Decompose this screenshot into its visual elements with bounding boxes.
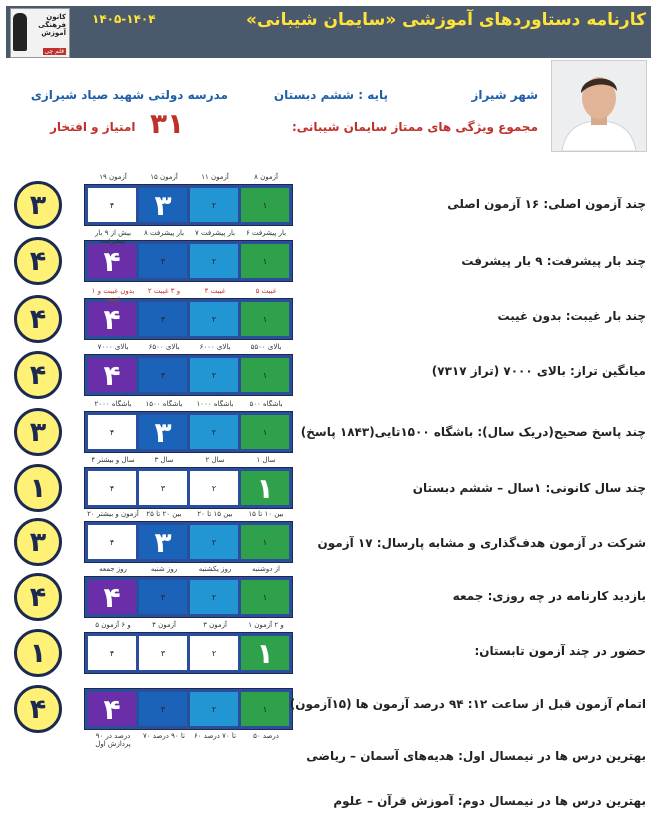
score-medal: ۳ <box>14 181 62 229</box>
level-cell-3: ۳ <box>139 692 187 726</box>
grade-label: پایه : ششم دبستان <box>273 88 388 102</box>
level-label: ۴ آزمون <box>152 621 176 629</box>
level-cell-2: ۲ <box>190 302 238 336</box>
level-cell-4: ۴ <box>88 580 136 614</box>
level-bar <box>84 576 293 618</box>
level-cell-1: ۱ <box>241 692 289 726</box>
level-cell-2: ۲ <box>190 471 238 505</box>
level-cell-4: ۴ <box>88 525 136 559</box>
level-cell-2: ۲ <box>190 188 238 222</box>
score-medal: ۴ <box>14 237 62 285</box>
level-label: بالای ۶۰۰۰ <box>199 343 231 351</box>
level-label: بین ۲۰ تا ۲۵ <box>146 510 182 518</box>
level-label: باشگاه ۱۰۰۰ <box>196 400 234 408</box>
level-cell-3: ۳ <box>139 471 187 505</box>
level-cell-1: ۱ <box>241 188 289 222</box>
level-cell-2: ۲ <box>190 415 238 449</box>
level-label: ۱۹ آزمون <box>99 173 127 181</box>
level-label: روز جمعه <box>99 565 127 573</box>
level-label: ۲۰ آزمون و بیشتر <box>87 510 139 518</box>
level-cell-2: ۲ <box>190 636 238 670</box>
level-label: ۱ و ۲ آزمون <box>248 621 284 629</box>
level-cell-1: ۱ <box>241 636 289 670</box>
level-label: ۱۵ آزمون <box>150 173 178 181</box>
level-label: باشگاه ۲۰۰۰ <box>94 400 132 408</box>
score-medal: ۳ <box>14 518 62 566</box>
total-label: مجموع ویژگی های ممتاز سایمان شیبانی: <box>291 120 538 134</box>
level-label: ۷۰ تا ۹۰ درصد <box>143 732 185 740</box>
level-cell-3: ۳ <box>139 525 187 559</box>
level-label: ۲ و ۳ غیبت <box>147 287 181 295</box>
question-text: چند سال کانونی: ۱سال – ششم دبستان <box>412 481 646 495</box>
level-label: بالای ۵۵۰۰ <box>250 343 282 351</box>
level-cell-4: ۴ <box>88 471 136 505</box>
level-cell-1: ۱ <box>241 415 289 449</box>
level-label: ۴ سال و بیشتر <box>91 456 135 464</box>
level-cell-4: ۴ <box>88 692 136 726</box>
level-bar <box>84 298 293 340</box>
score-medal: ۴ <box>14 573 62 621</box>
question-text: چند بار غیبت: بدون غیبت <box>497 309 646 323</box>
level-label: ۲ سال <box>205 456 225 464</box>
level-label: بین ۱۵ تا ۲۰ <box>197 510 233 518</box>
level-cell-3: ۳ <box>139 188 187 222</box>
level-cell-3: ۳ <box>139 302 187 336</box>
level-label: روز یکشنبه <box>198 565 232 573</box>
level-bar <box>84 467 293 509</box>
kanoon-logo <box>10 8 70 58</box>
level-cell-2: ۲ <box>190 358 238 392</box>
score-medal: ۴ <box>14 351 62 399</box>
teacher-figure-icon <box>13 13 27 51</box>
level-label: باشگاه ۵۰۰ <box>249 400 283 408</box>
level-label: ۳ آزمون <box>203 621 227 629</box>
level-bar <box>84 184 293 226</box>
level-label: ۴ غیبت <box>204 287 226 295</box>
level-cell-4: ۴ <box>88 188 136 222</box>
score-medal: ۳ <box>14 408 62 456</box>
total-value: ۳۱ <box>150 107 185 140</box>
level-label: باشگاه ۱۵۰۰ <box>145 400 183 408</box>
level-label: ۱ سال <box>256 456 276 464</box>
level-cell-4: ۴ <box>88 302 136 336</box>
level-cell-4: ۴ <box>88 358 136 392</box>
level-label: ۹۰ درصد در پردازش اول <box>95 732 131 748</box>
student-photo <box>551 60 647 152</box>
question-text: چند بار پیشرفت: ۹ بار پیشرفت <box>461 254 646 268</box>
level-label: روز شنبه <box>150 565 178 573</box>
level-label: بالای ۷۰۰۰ <box>97 343 129 351</box>
logo-tag: قلم چی <box>44 48 64 55</box>
level-label: ۵ غیبت <box>255 287 277 295</box>
score-medal: ۱ <box>14 464 62 512</box>
level-label: ۱۱ آزمون <box>201 173 229 181</box>
level-cell-4: ۴ <box>88 415 136 449</box>
level-cell-3: ۳ <box>139 580 187 614</box>
question-text: شرکت در آزمون هدف‌گذاری و مشابه پارسال: ۱۷ آزمون <box>317 536 646 550</box>
question-text: بازدید کارنامه در چه روزی: جمعه <box>452 589 646 603</box>
level-cell-3: ۳ <box>139 415 187 449</box>
level-cell-2: ۲ <box>190 580 238 614</box>
score-medal: ۱ <box>14 629 62 677</box>
level-bar <box>84 240 293 282</box>
score-medal: ۴ <box>14 295 62 343</box>
question-text: میانگین تراز: بالای ۷۰۰۰ (تراز ۷۳۱۷) <box>431 364 646 378</box>
level-cell-1: ۱ <box>241 302 289 336</box>
level-label: ۶۰ تا ۷۰ درصد <box>194 732 236 740</box>
best-first-half: بهترین درس ها در نیمسال اول: هدیه‌های آسمان – ریاضی <box>306 749 646 763</box>
level-cell-3: ۳ <box>139 358 187 392</box>
level-cell-1: ۱ <box>241 580 289 614</box>
question-text: چند آزمون اصلی: ۱۶ آزمون اصلی <box>447 197 646 211</box>
level-bar <box>84 632 293 674</box>
level-label: ۶ بار پیشرفت <box>245 229 287 237</box>
page-title: کارنامه دستاوردهای آموزشی «سایمان شیبانی» <box>246 10 646 30</box>
level-label: از دوشنبه <box>252 565 280 573</box>
level-cell-3: ۳ <box>139 636 187 670</box>
year-range: ۱۴۰۵-۱۴۰۴ <box>92 12 156 26</box>
level-cell-2: ۲ <box>190 692 238 726</box>
question-text: حضور در چند آزمون تابستان: <box>474 644 646 658</box>
level-cell-1: ۱ <box>241 358 289 392</box>
logo-text: کانون فرهنگی آموزش <box>38 13 66 37</box>
question-text: چند پاسخ صحیح(دریک سال): باشگاه ۱۵۰۰تایی(۱۸۴۳ پاسخ) <box>300 425 646 439</box>
level-cell-3: ۳ <box>139 244 187 278</box>
level-bar <box>84 411 293 453</box>
score-medal: ۴ <box>14 685 62 733</box>
city-label: شهر شیراز <box>471 88 538 102</box>
level-cell-1: ۱ <box>241 525 289 559</box>
level-bar <box>84 354 293 396</box>
level-cell-1: ۱ <box>241 471 289 505</box>
level-label: بالای ۶۵۰۰ <box>148 343 180 351</box>
level-bar <box>84 688 293 730</box>
level-label: ۵ و ۶ آزمون <box>95 621 131 629</box>
level-label: ۵۰ درصد <box>253 732 279 740</box>
level-label: ۸ بار پیشرفت <box>143 229 185 237</box>
level-label: بیش از ۹ بار پیشرفت <box>94 229 132 245</box>
level-cell-1: ۱ <box>241 244 289 278</box>
level-label: ۸ آزمون <box>254 173 278 181</box>
level-label: ۷ بار پیشرفت <box>194 229 236 237</box>
question-text: اتمام آزمون قبل از ساعت ۱۲: ۹۴ درصد آزمون ها (۱۵آزمون) <box>289 697 646 711</box>
level-label: بدون غیبت و ۱ غیبت <box>91 287 135 303</box>
level-label: بین ۱۰ تا ۱۵ <box>248 510 284 518</box>
level-cell-2: ۲ <box>190 244 238 278</box>
level-label: ۳ سال <box>154 456 174 464</box>
level-cell-4: ۴ <box>88 636 136 670</box>
level-bar <box>84 521 293 563</box>
level-cell-4: ۴ <box>88 244 136 278</box>
school-label: مدرسه دولتی شهید صیاد شیرازی <box>30 88 228 102</box>
level-cell-2: ۲ <box>190 525 238 559</box>
points-label: امتیاز و افتخار <box>50 120 136 134</box>
best-second-half: بهترین درس ها در نیمسال دوم: آموزش قرآن – علوم <box>333 794 646 808</box>
